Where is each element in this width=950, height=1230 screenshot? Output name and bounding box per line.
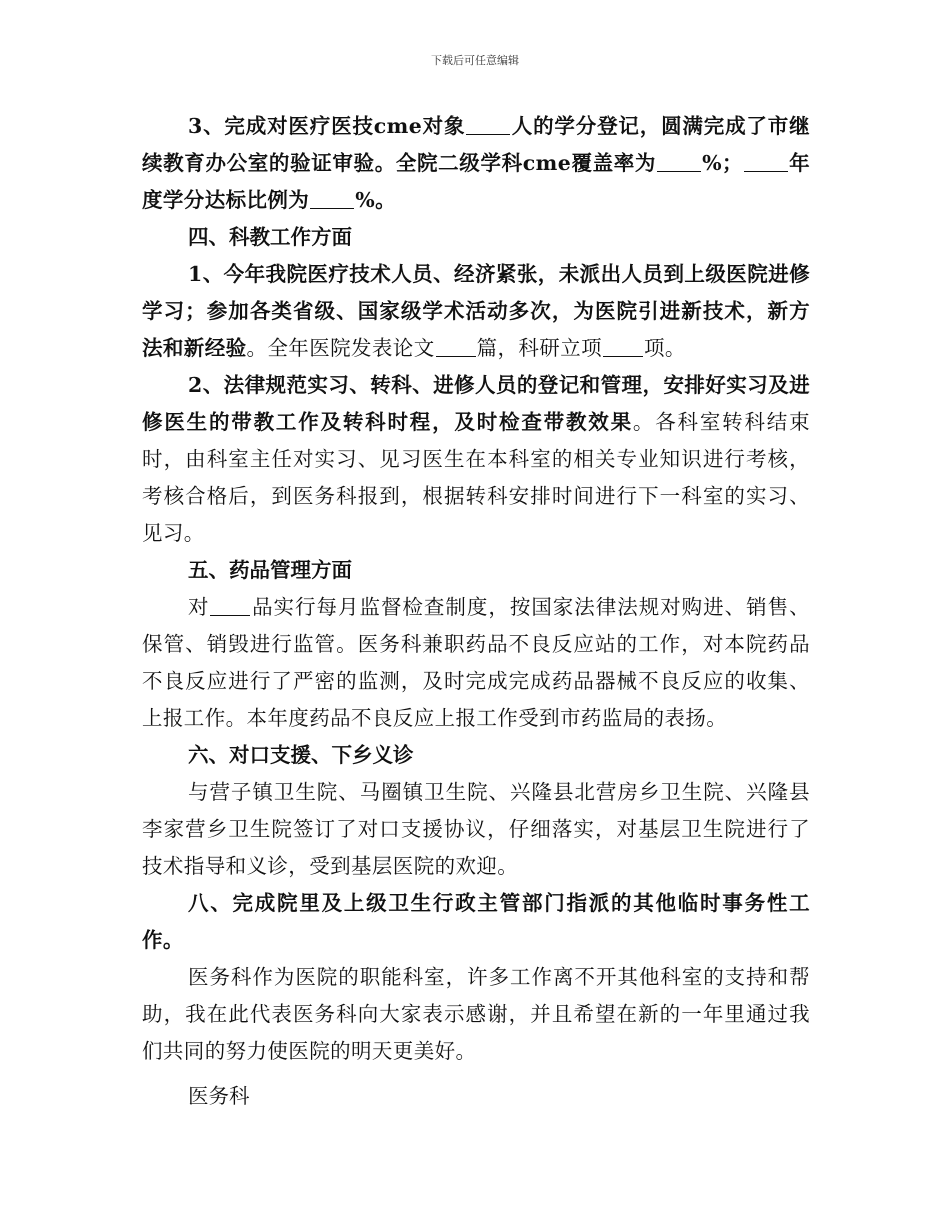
signature: 医务科: [188, 1084, 250, 1108]
blank-field: [603, 338, 643, 357]
paragraph-internship: 2、法律规范实习、转科、进修人员的登记和管理，安排好实习及进修医生的带教工作及转科时程，及时检查带教效果。各科室转科结束时，由科室主任对实习、见习医生在本科室的相关专业知识进行考核，考核合格后，到医务科报到，根据转科安排时间进行下一科室的实习、见习。: [142, 373, 810, 545]
blank-field: [744, 153, 788, 172]
blank-field: [466, 116, 510, 135]
blank-field: [310, 190, 354, 209]
paragraph-drug-management: 对 品实行每月监督检查制度，按国家法律法规对购进、销售、保管、销毁进行监管。医务科兼职药品不良反应站的工作，对本院药品不良反应进行了严密的监测，及时完成完成药品器械不良反应的收集、上报工作。本年度药品不良反应上报工作受到市药监局的表扬。: [142, 595, 810, 730]
section-heading-6: 六、对口支援、下乡义诊: [188, 743, 414, 767]
document-body: [142, 108, 810, 1115]
blank-field: [210, 597, 250, 616]
blank-field: [436, 338, 476, 357]
section-heading-5: 五、药品管理方面: [188, 558, 352, 582]
blank-field: [657, 153, 701, 172]
paragraph-thanks: 医务科作为医院的职能科室，许多工作离不开其他科室的支持和帮助，我在此代表医务科向大家表示感谢，并且希望在新的一年里通过我们共同的努力使医院的明天更美好。: [142, 965, 810, 1063]
paragraph-support: 与营子镇卫生院、马圈镇卫生院、兴隆县北营房乡卫生院、兴隆县李家营乡卫生院签订了对口支援协议，仔细落实，对基层卫生院进行了技术指导和义诊，受到基层医院的欢迎。: [142, 780, 810, 878]
section-heading-8: 八、完成院里及上级卫生行政主管部门指派的其他临时事务性工作。: [142, 891, 810, 952]
section-heading-4: 四、科教工作方面: [188, 225, 352, 249]
page-header: 下载后可任意编辑: [431, 54, 519, 67]
paragraph-cme: 3、完成对医疗医技cme对象 人的学分登记，圆满完成了市继续教育办公室的验证审验。全院二级学科cme覆盖率为 %； 年度学分达标比例为 %。: [142, 114, 810, 212]
paragraph-research: 1、今年我院医疗技术人员、经济紧张，未派出人员到上级医院进修学习；参加各类省级、国家级学术活动多次，为医院引进新技术，新方法和新经验。全年医院发表论文 篇，科研立项 项。: [142, 262, 810, 360]
